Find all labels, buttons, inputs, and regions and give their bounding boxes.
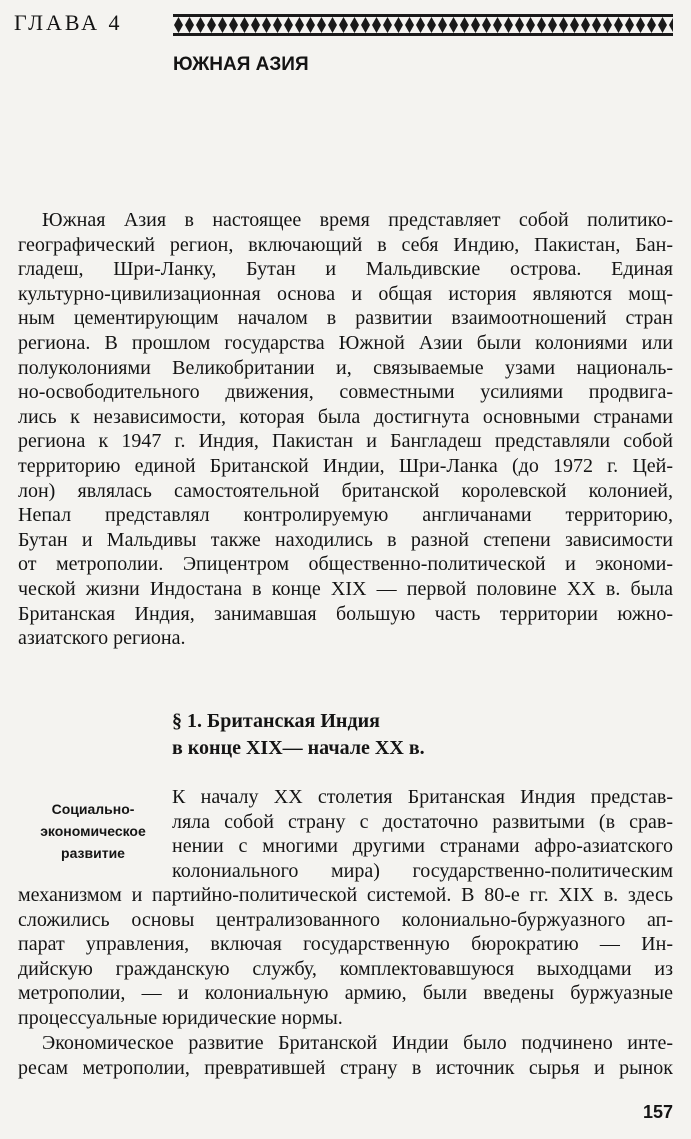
text-line: парат управления, включая государственную бюрократию — Ин- — [18, 933, 673, 956]
section-heading-line: § 1. Британская Индия — [172, 710, 380, 732]
text-line: Британская Индия, занимавшая большую часть территории южно- — [18, 602, 673, 625]
text-line: лон) являлась самостоятельной британской королевской колонией, — [18, 479, 673, 502]
text-line: полуколониями Великобритании и, связываемые узами националь- — [18, 356, 673, 379]
chapter-ornament — [173, 14, 673, 36]
section-heading — [172, 708, 425, 762]
text-line: Южная Азия в настоящее время представляет собой политико- — [42, 209, 673, 231]
text-line: региона. В прошлом государства Южной Азии были колониями или — [18, 331, 673, 354]
text-line: Бутан и Мальдивы также находились в разной степени зависимости — [18, 528, 673, 551]
page-number: 157 — [642, 1102, 673, 1122]
text-line: гладеш, Шри-Ланку, Бутан и Мальдивские острова. Единая — [18, 258, 673, 281]
section-paragraph — [18, 883, 673, 1031]
text-line: ческой жизни Индостана в конце XIX — первой половине XX в. была — [18, 577, 673, 600]
text-line: но-освободительного движения, совместными усилиями продвига- — [18, 381, 673, 404]
text-line: К началу XX столетия Британская Индия представ- — [172, 786, 673, 808]
margin-note-line: развитие — [61, 845, 125, 861]
text-line: нении с многими другими странами афро-азиатского — [172, 835, 673, 858]
text-line: ным цементирующим началом в развитии взаимоотношений стран — [18, 307, 673, 330]
text-line: территорию единой Британской Индии, Шри-Ланка (до 1972 г. Цей- — [18, 454, 673, 477]
section-paragraph — [18, 1031, 673, 1080]
text-line: Экономическое развитие Британской Индии было подчинено инте- — [42, 1032, 673, 1054]
text-line: от метрополии. Эпицентром общественно-политической и экономи- — [18, 553, 673, 576]
section-paragraph-indented — [172, 785, 673, 883]
text-line: колониального мира) государственно-политическим — [172, 859, 673, 882]
text-line: механизмом и партийно-политической системой. В 80-е гг. XIX в. здесь — [18, 884, 673, 906]
section-heading-line: в конце XIX— начале XX в. — [172, 737, 425, 759]
text-line: азиатского региона. — [18, 627, 186, 650]
margin-note-line: экономическое — [40, 823, 146, 839]
text-line: процессуальные юридические нормы. — [18, 1006, 343, 1029]
text-line: дийскую гражданскую службу, комплектовавшуюся выходцами из — [18, 957, 673, 980]
text-line: географический регион, включающий в себя Индию, Пакистан, Бан- — [18, 233, 673, 256]
text-line: сложились основы централизованного колониально-буржуазного ап- — [18, 908, 673, 931]
text-line: региона к 1947 г. Индия, Пакистан и Бангладеш представляли собой — [18, 430, 673, 453]
text-line: культурно-цивилизационная основа и общая история являются мощ- — [18, 282, 673, 305]
margin-note-line: Социально- — [51, 801, 135, 817]
margin-note — [18, 798, 168, 864]
intro-paragraph — [18, 208, 673, 651]
text-line: Непал представлял контролируемую англичанами территорию, — [18, 504, 673, 527]
text-line: метрополии, — и колониальную армию, были введены буржуазные — [18, 982, 673, 1005]
text-line: ресам метрополии, превратившей страну в источник сырья и рынок — [18, 1056, 673, 1079]
chapter-label: ГЛАВА 4 — [14, 10, 123, 35]
text-line: ляла собой страну с достаточно развитыми (в срав- — [172, 810, 673, 833]
text-line: лись к независимости, которая была достигнута основными странами — [18, 405, 673, 428]
chapter-title: ЮЖНАЯ АЗИЯ — [173, 54, 309, 75]
